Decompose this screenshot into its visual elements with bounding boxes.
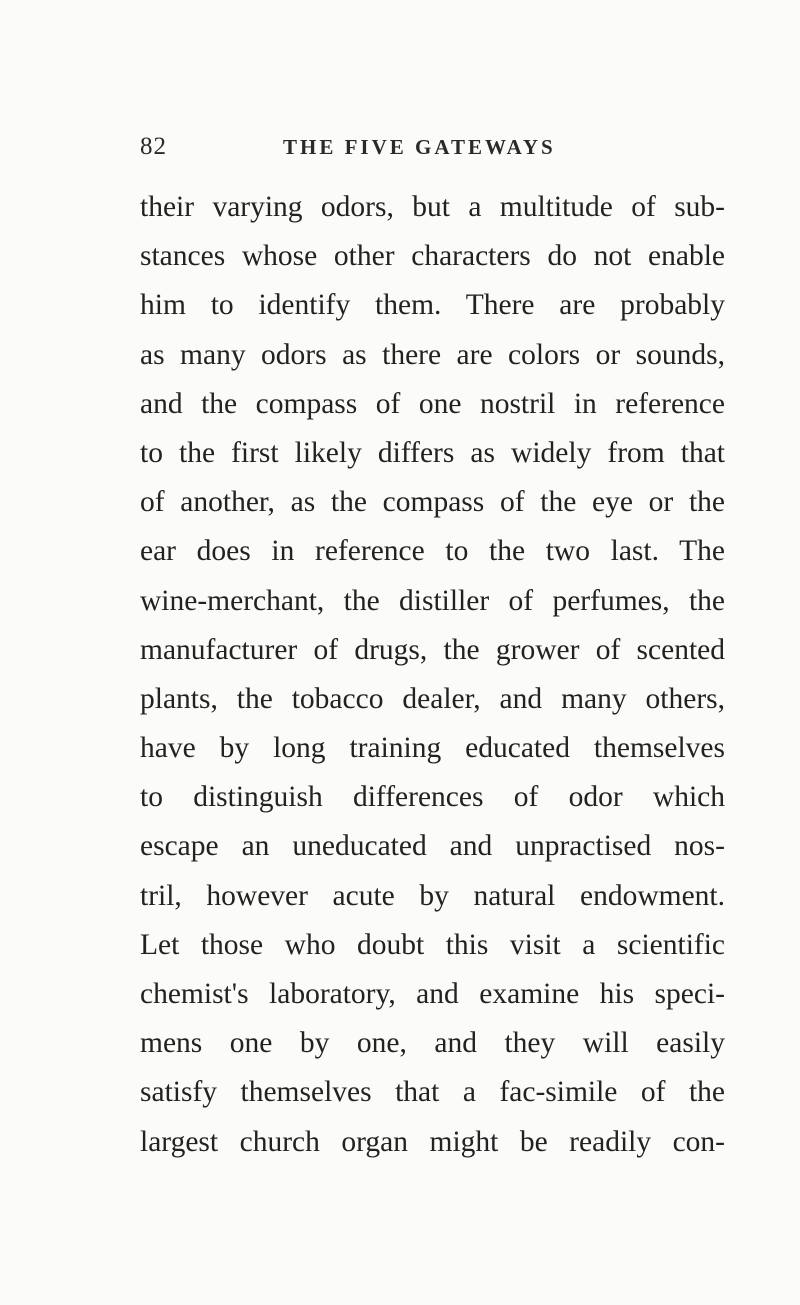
text-line: mens one by one, and they will easily [140, 1027, 725, 1060]
text-line: chemist's laboratory, and examine his speci- [140, 978, 725, 1010]
page-number: 82 [140, 133, 167, 160]
text-line: to the first likely differs as widely from that [140, 436, 725, 469]
text-line: and the compass of one nostril in reference [140, 387, 725, 420]
text-line: ear does in reference to the two last. The [140, 535, 725, 568]
text-line: him to identify them. There are probably [140, 289, 725, 322]
text-line: have by long training educated themselves [140, 732, 725, 765]
text-line: plants, the tobacco dealer, and many others, [140, 682, 725, 715]
text-line: of another, as the compass of the eye or the [140, 486, 725, 519]
text-line: escape an uneducated and unpractised nos- [140, 830, 725, 863]
text-line: as many odors as there are colors or sounds, [140, 338, 725, 371]
text-line: wine-merchant, the distiller of perfumes, the [140, 584, 725, 617]
text-line: tril, however acute by natural endowment. [140, 879, 725, 912]
text-line: Let those who doubt this visit a scientific [140, 928, 725, 961]
text-line: manufacturer of drugs, the grower of scented [140, 633, 725, 666]
running-title: THE FIVE GATEWAYS [283, 135, 556, 159]
text-line: to distinguish differences of odor which [140, 781, 725, 814]
text-line: satisfy themselves that a fac-simile of the [140, 1076, 725, 1109]
running-head [140, 133, 720, 163]
text-line: their varying odors, but a multitude of sub- [140, 191, 725, 223]
text-line: stances whose other characters do not enable [140, 240, 725, 273]
body-text [140, 183, 725, 1167]
text-line: largest church organ might be readily con- [140, 1125, 725, 1158]
